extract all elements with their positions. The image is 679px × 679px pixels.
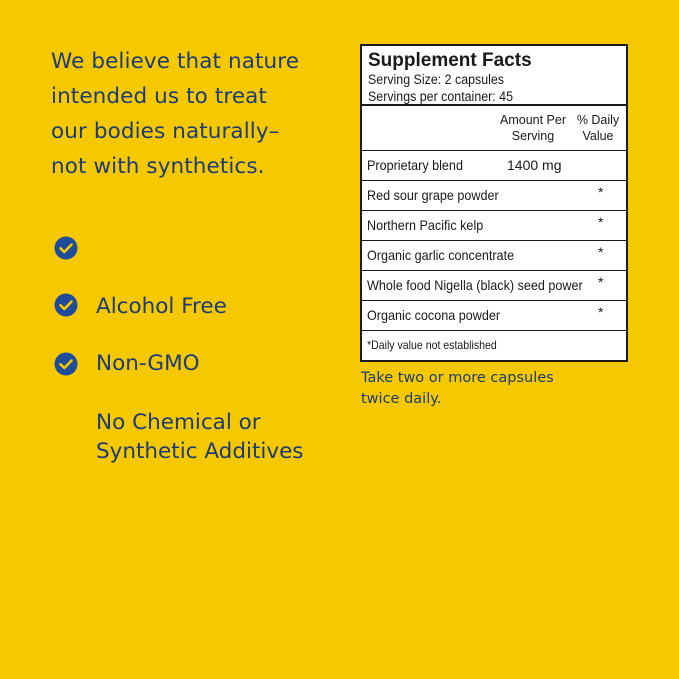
ingredient-daily-value: * — [598, 274, 604, 290]
facts-row — [362, 211, 626, 241]
ingredient-amount: 1400 mg — [507, 157, 562, 173]
amount-per-serving-header: Amount Per Serving — [500, 113, 567, 143]
check-circle-icon — [54, 236, 78, 260]
daily-value-header: % Daily Value — [576, 113, 620, 143]
facts-footnote — [362, 331, 626, 360]
feature-label: No Chemical or Synthetic Additives — [96, 410, 304, 464]
facts-title: Supplement Facts — [368, 50, 532, 71]
supplement-facts-panel — [360, 44, 628, 362]
facts-header — [362, 46, 626, 106]
check-circle-icon — [54, 352, 78, 376]
directions-text: Take two or more capsules twice daily. — [361, 370, 554, 407]
check-circle-icon — [54, 293, 78, 317]
ingredient-daily-value: * — [598, 214, 604, 230]
ingredient-name: Organic garlic concentrate — [367, 247, 515, 263]
facts-row — [362, 301, 626, 331]
ingredient-daily-value: * — [598, 184, 604, 200]
ingredient-name: Red sour grape powder — [367, 187, 499, 203]
intro-statement: We believe that nature intended us to treat our bodies naturally– not with synthetics. — [51, 49, 300, 179]
left-column — [51, 44, 341, 464]
feature-label: Alcohol Free — [96, 294, 227, 319]
facts-row — [362, 271, 626, 301]
feature-label: Non-GMO — [96, 351, 200, 376]
ingredient-name: Northern Pacific kelp — [367, 217, 484, 233]
facts-column-headers — [362, 106, 626, 151]
facts-row — [362, 151, 626, 181]
ingredient-name: Whole food Nigella (black) seed power — [367, 277, 583, 293]
facts-row — [362, 181, 626, 211]
footnote-text: *Daily value not established — [367, 338, 497, 352]
facts-row — [362, 241, 626, 271]
ingredient-name: Organic cocona powder — [367, 307, 501, 323]
feature-no-chemical-additives — [51, 350, 304, 466]
serving-size: Serving Size: 2 capsules — [368, 72, 505, 87]
ingredient-daily-value: * — [598, 244, 604, 260]
servings-per-container: Servings per container: 45 — [368, 89, 513, 104]
ingredient-name: Proprietary blend — [367, 157, 463, 173]
ingredient-daily-value: * — [598, 304, 604, 320]
